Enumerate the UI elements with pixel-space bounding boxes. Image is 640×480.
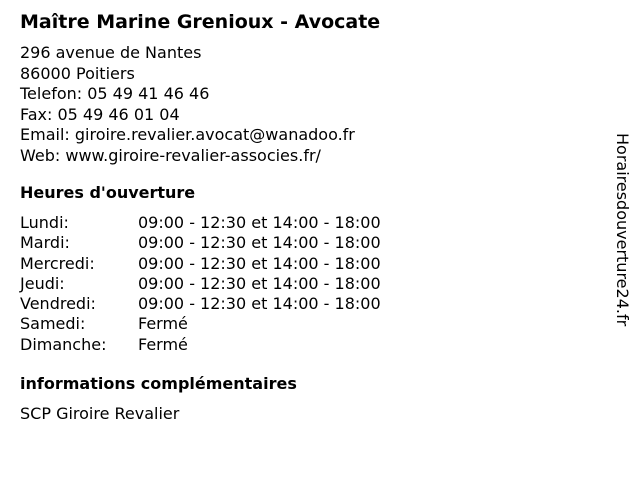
email-address: Email: giroire.revalier.avocat@wanadoo.fr bbox=[20, 125, 355, 144]
day-label: Mardi: bbox=[20, 233, 70, 253]
additional-info-text: SCP Giroire Revalier bbox=[20, 404, 180, 423]
day-label: Jeudi: bbox=[20, 273, 65, 293]
day-hours: 09:00 - 12:30 et 14:00 - 18:00 bbox=[138, 233, 381, 253]
page-title: Maître Marine Grenioux - Avocate bbox=[20, 11, 381, 33]
website: Web: www.giroire-revalier-associes.fr/ bbox=[20, 145, 321, 165]
day-label: Vendredi: bbox=[20, 294, 96, 314]
phone-number: Telefon: 05 49 41 46 46 bbox=[20, 84, 210, 103]
day-label: Dimanche: bbox=[20, 334, 107, 354]
day-hours: 09:00 - 12:30 et 14:00 - 18:00 bbox=[138, 294, 381, 314]
day-hours: 09:00 - 12:30 et 14:00 - 18:00 bbox=[138, 253, 381, 273]
address-city: 86000 Poitiers bbox=[20, 63, 135, 83]
day-hours: 09:00 - 12:30 et 14:00 - 18:00 bbox=[138, 273, 381, 293]
day-label: Lundi: bbox=[20, 213, 69, 232]
day-label: Mercredi: bbox=[20, 253, 95, 273]
address-street: 296 avenue de Nantes bbox=[20, 43, 202, 62]
side-brand-watermark: Horairesdouverture24.fr bbox=[613, 133, 632, 327]
day-hours: Fermé bbox=[138, 314, 188, 334]
day-hours: Fermé bbox=[138, 334, 188, 354]
contact-block bbox=[20, 43, 355, 166]
additional-info-heading: informations complémentaires bbox=[20, 374, 297, 393]
opening-hours-heading: Heures d'ouverture bbox=[20, 183, 196, 202]
day-label: Samedi: bbox=[20, 314, 86, 334]
fax-number: Fax: 05 49 46 01 04 bbox=[20, 104, 180, 124]
day-hours: 09:00 - 12:30 et 14:00 - 18:00 bbox=[138, 213, 381, 232]
